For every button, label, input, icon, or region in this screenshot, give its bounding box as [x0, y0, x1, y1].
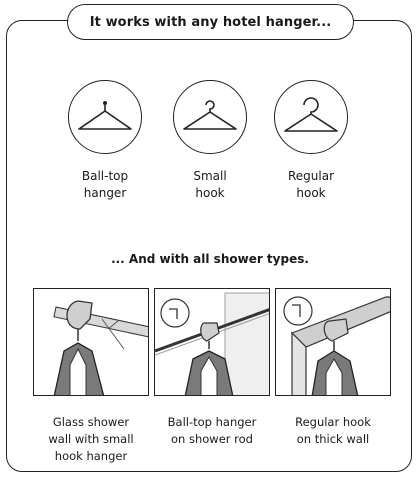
hanger-label-line2: hook — [195, 186, 225, 200]
shower-caption-rod — [147, 414, 277, 448]
hanger-label-line2: hanger — [83, 186, 127, 200]
shower-caption-glass-wall — [26, 414, 156, 465]
hanger-label-line1: Small — [193, 169, 227, 183]
caption-line2: wall with small — [48, 432, 134, 446]
page-title: It works with any hotel hanger... — [89, 14, 332, 30]
hanger-option-ball-top — [60, 80, 150, 202]
thick-wall-illustration — [275, 288, 391, 396]
hanger-option-small-hook — [165, 80, 255, 202]
caption-line1: Regular hook — [295, 415, 371, 429]
caption-line1: Ball-top hanger — [167, 415, 257, 429]
section-subtitle: ... And with all shower types. — [111, 252, 309, 266]
small-hook-hanger-icon — [173, 80, 247, 154]
caption-line2: on thick wall — [296, 432, 370, 446]
hanger-label-line2: hook — [296, 186, 326, 200]
glass-wall-illustration — [33, 288, 149, 396]
hanger-option-regular-hook — [266, 80, 356, 202]
caption-line3: hook hanger — [54, 449, 128, 463]
regular-hook-hanger-icon — [274, 80, 348, 154]
title-banner — [67, 4, 354, 40]
shower-caption-thick-wall — [268, 414, 398, 448]
hanger-label-line1: Regular — [287, 169, 335, 183]
caption-line2: on shower rod — [171, 432, 253, 446]
caption-line1: Glass shower — [52, 415, 130, 429]
ball-top-hanger-icon — [68, 80, 142, 154]
shower-rod-illustration — [154, 288, 270, 396]
hanger-label-line1: Ball-top — [81, 169, 129, 183]
